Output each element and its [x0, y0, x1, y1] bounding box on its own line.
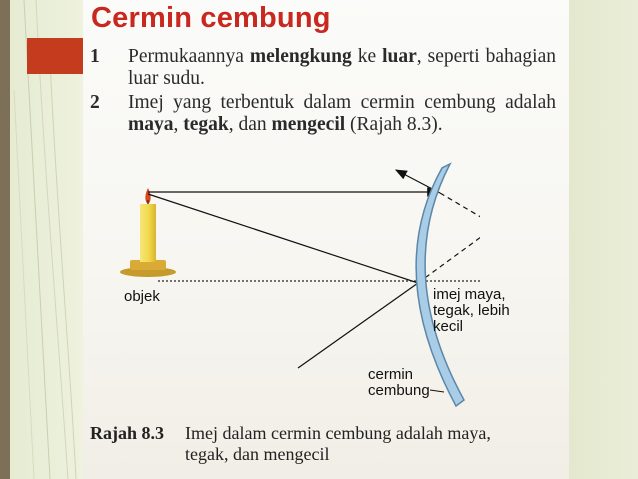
text-run-bold: melengkung: [249, 46, 352, 67]
caption-line: tegak, dan mengecil: [185, 444, 330, 464]
incident-ray: [148, 194, 418, 283]
item-number: 1: [90, 46, 100, 67]
mirror-label: [368, 367, 430, 399]
image-label-line: kecil: [433, 318, 464, 335]
text-run: , dan: [228, 114, 272, 135]
image-label-line: imej maya,: [433, 286, 506, 303]
item-text: [128, 92, 556, 136]
object-candle: [120, 188, 176, 277]
left-dark-strip: [0, 0, 10, 479]
item-text: [128, 46, 556, 90]
accent-tab: [27, 38, 83, 74]
text-run-bold: mengecil: [271, 114, 346, 135]
text-run: ke: [351, 46, 383, 67]
text-run-bold: tegak: [183, 114, 229, 135]
text-run: , seperti bahagian luar sudu.: [128, 46, 556, 89]
virtual-ray: [440, 193, 480, 226]
item-number: 2: [90, 92, 100, 113]
text-run: (Rajah 8.3).: [345, 114, 443, 135]
mirror-label-line: cembung: [368, 382, 430, 399]
list-item: [90, 92, 556, 158]
label-pointer: [430, 390, 444, 392]
list-item: [90, 46, 556, 90]
image-label: [433, 287, 510, 335]
text-run-bold: luar: [382, 46, 417, 67]
text-run: ,: [173, 114, 184, 135]
image-label-line: tegak, lebih: [433, 302, 510, 319]
reflected-ray: [298, 283, 418, 368]
text-run: Permukaannya: [128, 46, 250, 67]
caption-line: Imej dalam cermin cembung adalah maya,: [185, 423, 491, 443]
right-decorative-band: [569, 0, 638, 479]
mirror-label-line: cermin: [368, 366, 414, 383]
text-run: Imej yang terbentuk dalam cermin cembung adalah: [128, 92, 556, 113]
page-title: Cermin cembung: [91, 2, 331, 34]
text-run-bold: maya: [128, 114, 174, 135]
object-label: objek: [124, 288, 160, 305]
caption-label: Rajah 8.3: [90, 423, 165, 443]
